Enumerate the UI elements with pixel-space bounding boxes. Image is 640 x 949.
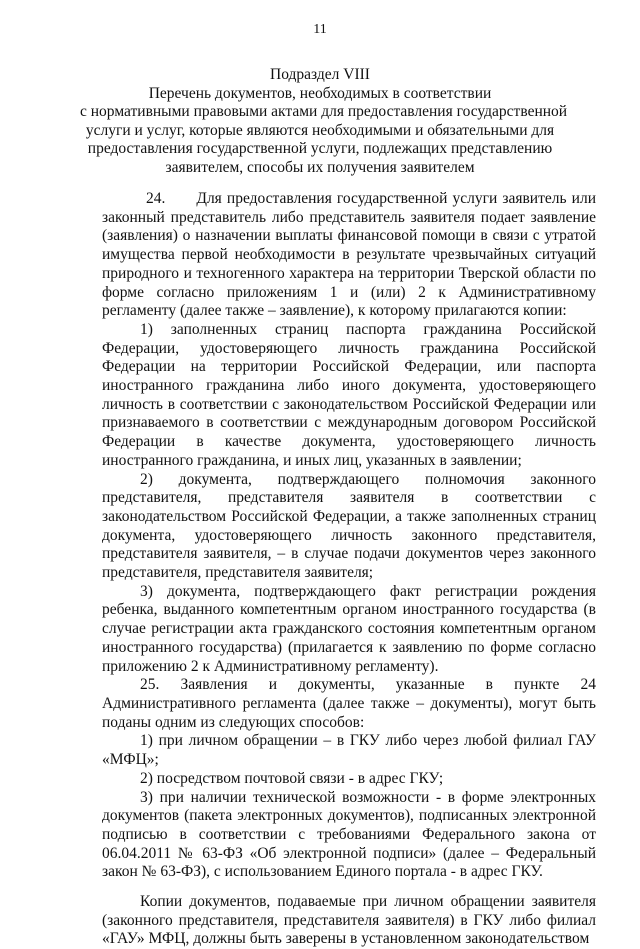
page-number: 11	[313, 22, 327, 37]
paragraph-25: 25. Заявления и документы, указанные в пункте 24 Административного регламента (далее также – документы), могут быть поданы одним из следующих способов:	[102, 676, 596, 731]
heading-line: Подраздел VIII	[270, 66, 370, 83]
heading-line: Перечень документов, необходимых в соответствии	[148, 84, 492, 102]
list-item-personal: 1) при личном обращении – в ГКУ либо через любой филиал ГАУ «МФЦ»;	[102, 732, 596, 769]
paragraph-24: 24. Для предоставления государственной услуги заявитель или законный представитель либо представитель заявителя подает заявление (заявления) о назначении выплаты финансовой помощи в связи с утратой имущества первой необходимости в результате чрезвычайных ситуаций природного и техногенного характера на территории Тверской области по форме согласно приложениям 1 и (или) 2 к Административному регламенту (далее также – заявление), к которому прилагаются копии:	[102, 190, 596, 320]
list-item-representative: 2) документа, подтверждающего полномочия законного представителя, представителя заявителя в соответствии с законодательством Российской Федерации, а также заполненных страниц документа, удостоверяющего личность законного представителя, представителя заявителя, – в случае подачи документов через законного представителя, представителя заявителя;	[102, 470, 596, 582]
list-item-electronic: 3) при наличии технической возможности - в форме электронных документов (пакета электронных документов), подписанных электронной подписью в соответствии с требованиями Федерального закона от 06.04.2011 № 63-ФЗ «Об электронной подписи» (далее – Федеральный закон № 63-ФЗ), с использованием Единого портала - в адрес ГКУ.	[102, 788, 596, 881]
heading-line: предоставления государственной услуги, подлежащих представлению	[87, 140, 553, 158]
list-item-passport: 1) заполненных страниц паспорта гражданина Российской Федерации, удостоверяющего личность гражданина Российской Федерации на территории Российской Федерации, или паспорта иностранного гражданина либо иного документа, удостоверяющего личность в соответствии с законодательством Российской Федерации или признаваемого в соответствии с международным договором Российской Федерации в качестве документа, удостоверяющего личность иностранного гражданина, и иных лиц, указанных в заявлении;	[102, 320, 596, 469]
heading-line: заявителем, способы их получения заявителем	[165, 158, 475, 176]
list-item-post: 2) посредством почтовой связи - в адрес ГКУ;	[140, 769, 444, 787]
paragraph-gap	[102, 882, 596, 893]
heading-line: услуги и услуг, которые являются необходимыми и обязательными для	[85, 121, 555, 139]
section-heading	[80, 66, 568, 178]
heading-line: с нормативными правовыми актами для предоставления государственной	[80, 103, 568, 121]
list-item-birth-registration: 3) документа, подтверждающего факт регистрации рождения ребенка, выданного компетентным органом иностранного государства (в случае регистрации акта гражданского состояния компетентным органом иностранного государства) (прилагается к заявлению по форме согласно приложению 2 к Административному регламенту).	[102, 582, 596, 675]
document-body	[102, 190, 596, 949]
paragraph-copies: Копии документов, подаваемые при личном обращении заявителя (законного представителя, представителя заявителя) в ГКУ либо филиал «ГАУ» МФЦ, должны быть заверены в установленном законодательством	[102, 893, 596, 948]
